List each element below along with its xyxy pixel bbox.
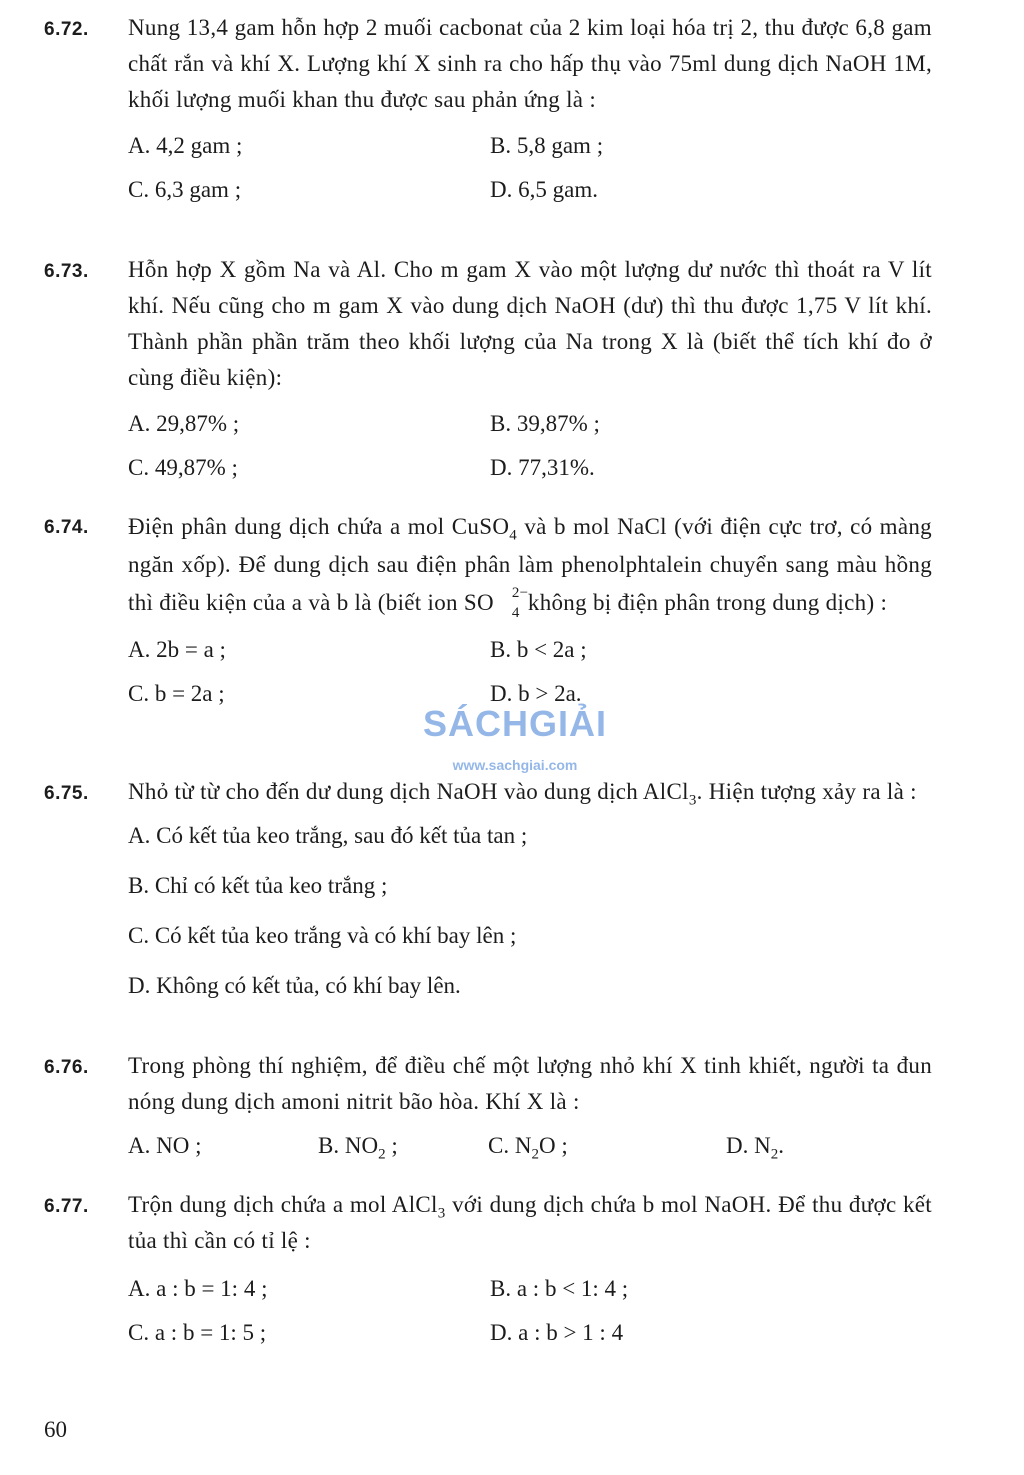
subscript: 3 <box>437 1205 446 1222</box>
option-a: A. Có kết tủa keo trắng, sau đó kết tủa tan ; <box>128 823 528 848</box>
option-c: C. b = 2a ; <box>128 681 225 706</box>
option-b: B. b < 2a ; <box>490 637 587 662</box>
option-c: C. a : b = 1: 5 ; <box>128 1320 267 1345</box>
option-d: D. Không có kết tủa, có khí bay lên. <box>128 973 461 998</box>
option-text: D. N <box>726 1133 771 1158</box>
option-a <box>128 1128 201 1164</box>
options <box>128 402 932 490</box>
option-text: B. NO <box>318 1133 379 1158</box>
question-text <box>128 774 932 810</box>
text-part: . Hiện tượng xảy ra là : <box>696 779 917 804</box>
question-text <box>128 508 932 622</box>
text-part: không bị điện phân trong dung dịch) : <box>521 590 888 615</box>
options <box>128 814 932 1014</box>
question-number: 6.72. <box>44 19 89 40</box>
page-number: 60 <box>44 1417 67 1442</box>
question-number: 6.77. <box>44 1196 89 1217</box>
option-c: C. 49,87% ; <box>128 455 238 480</box>
sulfate-ion <box>463 584 529 622</box>
ion-base: SO <box>463 590 494 615</box>
subscript: 3 <box>688 792 697 809</box>
option-d: D. a : b > 1 : 4 <box>490 1320 624 1345</box>
watermark <box>410 704 620 774</box>
question-number: 6.73. <box>44 261 89 282</box>
question-text <box>128 1187 932 1259</box>
subscript: 2 <box>531 1146 539 1163</box>
question-6-77 <box>44 1187 932 1355</box>
option-text: A. NO ; <box>128 1133 202 1158</box>
question-6-72 <box>44 10 932 212</box>
option-text: . <box>778 1133 784 1158</box>
options <box>128 1124 932 1168</box>
option-b: B. 5,8 gam ; <box>490 133 604 158</box>
option-b: B. Chỉ có kết tủa keo trắng ; <box>128 873 388 898</box>
watermark-logo: SÁCHGIẢI <box>422 703 607 744</box>
question-number: 6.76. <box>44 1057 89 1078</box>
question-6-76 <box>44 1048 932 1168</box>
option-text: O ; <box>538 1133 568 1158</box>
ion-subscript: 4 <box>511 605 520 621</box>
options <box>128 1267 932 1355</box>
question-6-73 <box>44 252 932 490</box>
option-a: A. 2b = a ; <box>128 637 226 662</box>
question-text: Trong phòng thí nghiệm, để điều chế một lượng nhỏ khí X tinh khiết, người ta đun nóng dung dịch amoni nitrit bão hòa. Khí X là : <box>128 1053 932 1114</box>
question-text: Hỗn hợp X gồm Na và Al. Cho m gam X vào một lượng dư nước thì thoát ra V lít khí. Nếu cũng cho m gam X vào dung dịch NaOH (dư) thì thu được 1,75 V lít khí. Thành phần phần trăm theo khối lượng của Na trong X là (biết thể tích khí đo ở cùng điều kiện): <box>128 257 932 390</box>
subscript: 2 <box>770 1146 779 1163</box>
text-part: Trộn dung dịch chứa a mol AlCl <box>128 1192 438 1217</box>
option-d: D. 6,5 gam. <box>490 177 598 202</box>
option-d: D. 77,31%. <box>490 455 595 480</box>
option-text: ; <box>385 1133 398 1158</box>
question-6-74 <box>44 508 932 716</box>
option-text: C. N <box>488 1133 532 1158</box>
option-c <box>488 1128 568 1164</box>
options <box>128 124 932 212</box>
text-part: với dung dịch chứa b mol NaOH. Để thu được kết tủa thì cần có tỉ lệ : <box>128 1192 932 1253</box>
question-number: 6.75. <box>44 783 89 804</box>
watermark-url: www.sachgiai.com <box>452 757 578 773</box>
question-text: Nung 13,4 gam hỗn hợp 2 muối cacbonat của 2 kim loại hóa trị 2, thu được 6,8 gam chất rắn và khí X. Lượng khí X sinh ra cho hấp thụ vào 75ml dung dịch NaOH 1M, khối lượng muối khan thu được sau phản ứng là : <box>128 15 932 112</box>
option-c: C. Có kết tủa keo trắng và có khí bay lên ; <box>128 923 517 948</box>
option-b: B. 39,87% ; <box>490 411 600 436</box>
question-6-75 <box>44 774 932 1014</box>
text-part: Nhỏ từ từ cho đến dư dung dịch NaOH vào dung dịch AlCl <box>128 779 689 804</box>
subscript: 2 <box>378 1146 386 1163</box>
subscript: 4 <box>509 527 518 544</box>
option-a: A. 29,87% ; <box>128 411 240 436</box>
option-d <box>726 1128 784 1164</box>
option-b <box>318 1128 398 1164</box>
text-part: và b mol NaCl (với điện cực trơ, có màng ngăn xốp). Để dung dịch sau điện phân làm phenolphtalein chuyển sang màu hồng thì điều kiện của a và b là (biết ion <box>128 514 932 615</box>
ion-charge: 2− <box>511 585 529 601</box>
option-c: C. 6,3 gam ; <box>128 177 242 202</box>
option-d: D. b > 2a. <box>490 681 582 706</box>
option-a: A. 4,2 gam ; <box>128 133 243 158</box>
question-number: 6.74. <box>44 517 89 538</box>
text-part: Điện phân dung dịch chứa a mol CuSO <box>128 514 510 539</box>
option-b: B. a : b < 1: 4 ; <box>490 1276 629 1301</box>
option-a: A. a : b = 1: 4 ; <box>128 1276 268 1301</box>
